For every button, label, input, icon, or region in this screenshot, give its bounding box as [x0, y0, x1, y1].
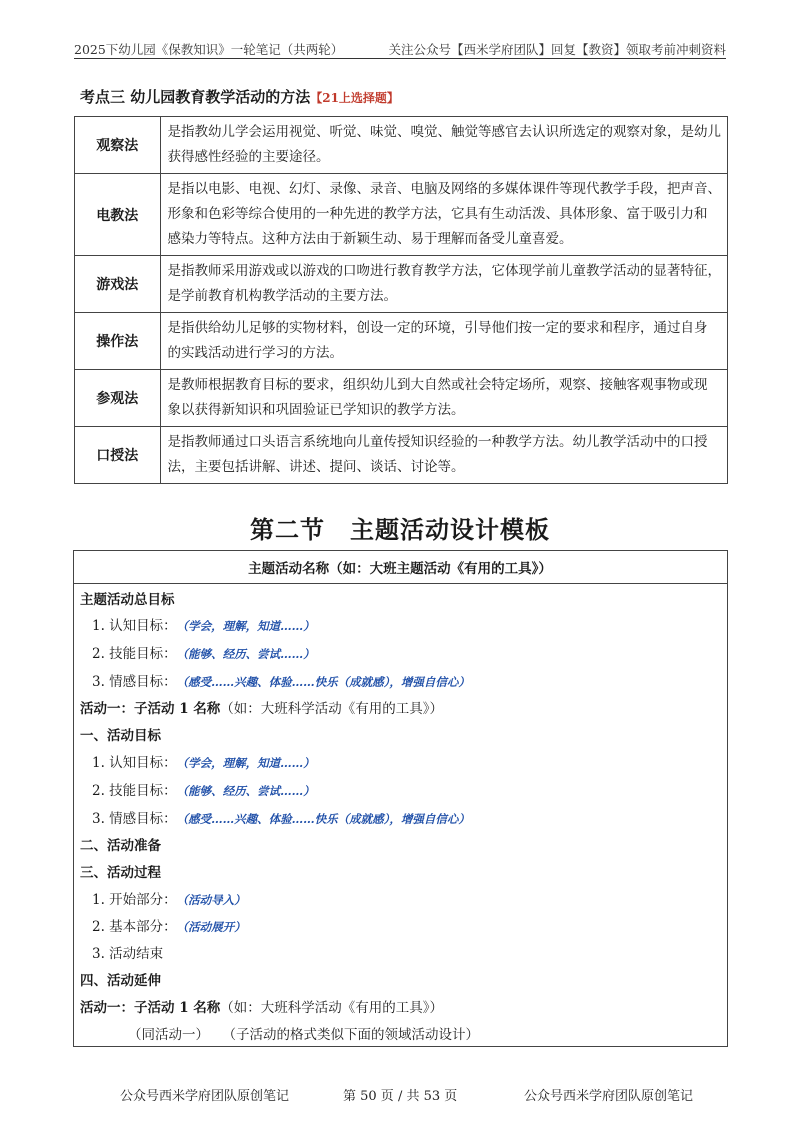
activity2-line: [80, 996, 443, 1016]
sub-goal-cognitive: [92, 751, 315, 771]
method-description-line: 法，主要包括讲解、讲述、提问、谈话、讨论等。: [167, 459, 465, 475]
method-description: [160, 370, 728, 427]
activity1-bold: 活动一：子活动 1 名称: [80, 701, 221, 717]
goal-emotion-hint: （感受……兴趣、体验……快乐（成就感），增强自信心）: [176, 675, 470, 689]
proc-basic-hint: （活动展开）: [176, 920, 246, 934]
method-name: 观察法: [75, 117, 161, 174]
template-note: （同活动一） （子活动的格式类似下面的领域活动设计）: [128, 1027, 479, 1043]
template-heading: 主题活动名称（如：大班主题活动《有用的工具》）: [248, 561, 552, 577]
proc-start-hint: （活动导入）: [176, 893, 246, 907]
sub-goal-cognitive-label: 1. 认知目标：: [92, 755, 177, 771]
proc-start: [92, 888, 246, 908]
activity2-bold: 活动一：子活动 1 名称: [80, 1000, 221, 1016]
sub-goal-skill: [92, 779, 315, 799]
method-description: [160, 117, 728, 174]
template-divider: [74, 583, 727, 584]
method-description-line: 是指教师采用游戏或以游戏的口吻进行教育教学方法，它体现学前儿童教学活动的显著特征，: [167, 263, 721, 279]
sub-goal-cognitive-hint: （学会，理解，知道……）: [176, 756, 315, 770]
goal-cognitive: [92, 614, 315, 634]
sub-goal-emotion: [92, 807, 470, 827]
sec-activity-prep: 二、活动准备: [80, 838, 161, 854]
method-description-line: 是教师根据教育目标的要求，组织幼儿到大自然或社会特定场所，观察、接触客观事物或现: [167, 377, 708, 393]
footer-right: 公众号西米学府团队原创笔记: [524, 1089, 694, 1104]
method-description: [160, 256, 728, 313]
sec-activity-process: 三、活动过程: [80, 865, 161, 881]
section-title-text: 考点三 幼儿园教育教学活动的方法: [80, 88, 311, 106]
method-description-line: 象以获得新知识和巩固验证已学知识的教学方法。: [167, 402, 465, 418]
total-goal-heading: 主题活动总目标: [80, 592, 175, 608]
method-description-line: 形象和色彩等综合使用的一种先进的教学方法，它具有生动活泼、具体形象、富于吸引力和: [167, 206, 708, 222]
goal-cognitive-hint: （学会，理解，知道……）: [176, 619, 315, 633]
method-description: [160, 313, 728, 370]
method-name: 口授法: [75, 427, 161, 484]
page-header: [74, 38, 726, 59]
proc-basic: [92, 915, 246, 935]
method-description-line: 是指供给幼儿足够的实物材料，创设一定的环境，引导他们按一定的要求和程序，通过自身: [167, 320, 708, 336]
method-row: [75, 117, 728, 174]
method-description: [160, 174, 728, 256]
activity2-rest: （如：大班科学活动《有用的工具》）: [220, 1000, 444, 1016]
method-description-line: 的实践活动进行学习的方法。: [167, 345, 343, 361]
header-left-text: 2025下幼儿园《保教知识》一轮笔记（共两轮）: [74, 42, 344, 57]
proc-end: 3. 活动结束: [92, 946, 164, 962]
method-name: 参观法: [75, 370, 161, 427]
goal-skill-label: 2. 技能目标：: [92, 646, 177, 662]
goal-skill: [92, 642, 315, 662]
sec-activity-extension: 四、活动延伸: [80, 973, 161, 989]
method-row: [75, 313, 728, 370]
sub-goal-emotion-label: 3. 情感目标：: [92, 811, 177, 827]
method-description: [160, 427, 728, 484]
goal-skill-hint: （能够、经历、尝试……）: [176, 647, 315, 661]
method-row: [75, 174, 728, 256]
proc-basic-label: 2. 基本部分：: [92, 919, 177, 935]
method-name: 操作法: [75, 313, 161, 370]
method-row: [75, 427, 728, 484]
goal-emotion-label: 3. 情感目标：: [92, 674, 177, 690]
proc-start-label: 1. 开始部分：: [92, 892, 177, 908]
method-description-line: 是学前教育机构教学活动的主要方法。: [167, 288, 397, 304]
section-tag: 【21上选择题】: [310, 91, 399, 105]
footer-left: 公众号西米学府团队原创笔记: [120, 1089, 290, 1104]
methods-table: [74, 116, 728, 484]
section-title: [80, 86, 399, 107]
chapter-title: 第二节 主题活动设计模板: [250, 515, 550, 544]
sub-goal-skill-hint: （能够、经历、尝试……）: [176, 784, 315, 798]
goal-cognitive-label: 1. 认知目标：: [92, 618, 177, 634]
method-name: 游戏法: [75, 256, 161, 313]
sub-goal-emotion-hint: （感受……兴趣、体验……快乐（成就感），增强自信心）: [176, 812, 470, 826]
footer-page-number: 第 50 页 / 共 53 页: [343, 1089, 458, 1104]
method-name: 电教法: [75, 174, 161, 256]
method-description-line: 获得感性经验的主要途径。: [167, 149, 330, 165]
method-row: [75, 256, 728, 313]
method-description-line: 是指教幼儿学会运用视觉、听觉、味觉、嗅觉、触觉等感官去认识所选定的观察对象，是幼儿: [167, 124, 721, 140]
method-description-line: 是指以电影、电视、幻灯、录像、录音、电脑及网络的多媒体课件等现代教学手段，把声音、: [167, 181, 721, 197]
sub-goal-skill-label: 2. 技能目标：: [92, 783, 177, 799]
header-right-text: 关注公众号【西米学府团队】回复【教资】领取考前冲刺资料: [388, 42, 726, 57]
method-row: [75, 370, 728, 427]
method-description-line: 是指教师通过口头语言系统地向儿童传授知识经验的一种教学方法。幼儿教学活动中的口授: [167, 434, 708, 450]
activity1-line: [80, 697, 443, 717]
method-description-line: 感染力等特点。这种方法由于新颖生动、易于理解而备受儿童喜爱。: [167, 231, 573, 247]
goal-emotion: [92, 670, 470, 690]
sec-activity-goal: 一、活动目标: [80, 728, 161, 744]
activity1-rest: （如：大班科学活动《有用的工具》）: [220, 701, 444, 717]
